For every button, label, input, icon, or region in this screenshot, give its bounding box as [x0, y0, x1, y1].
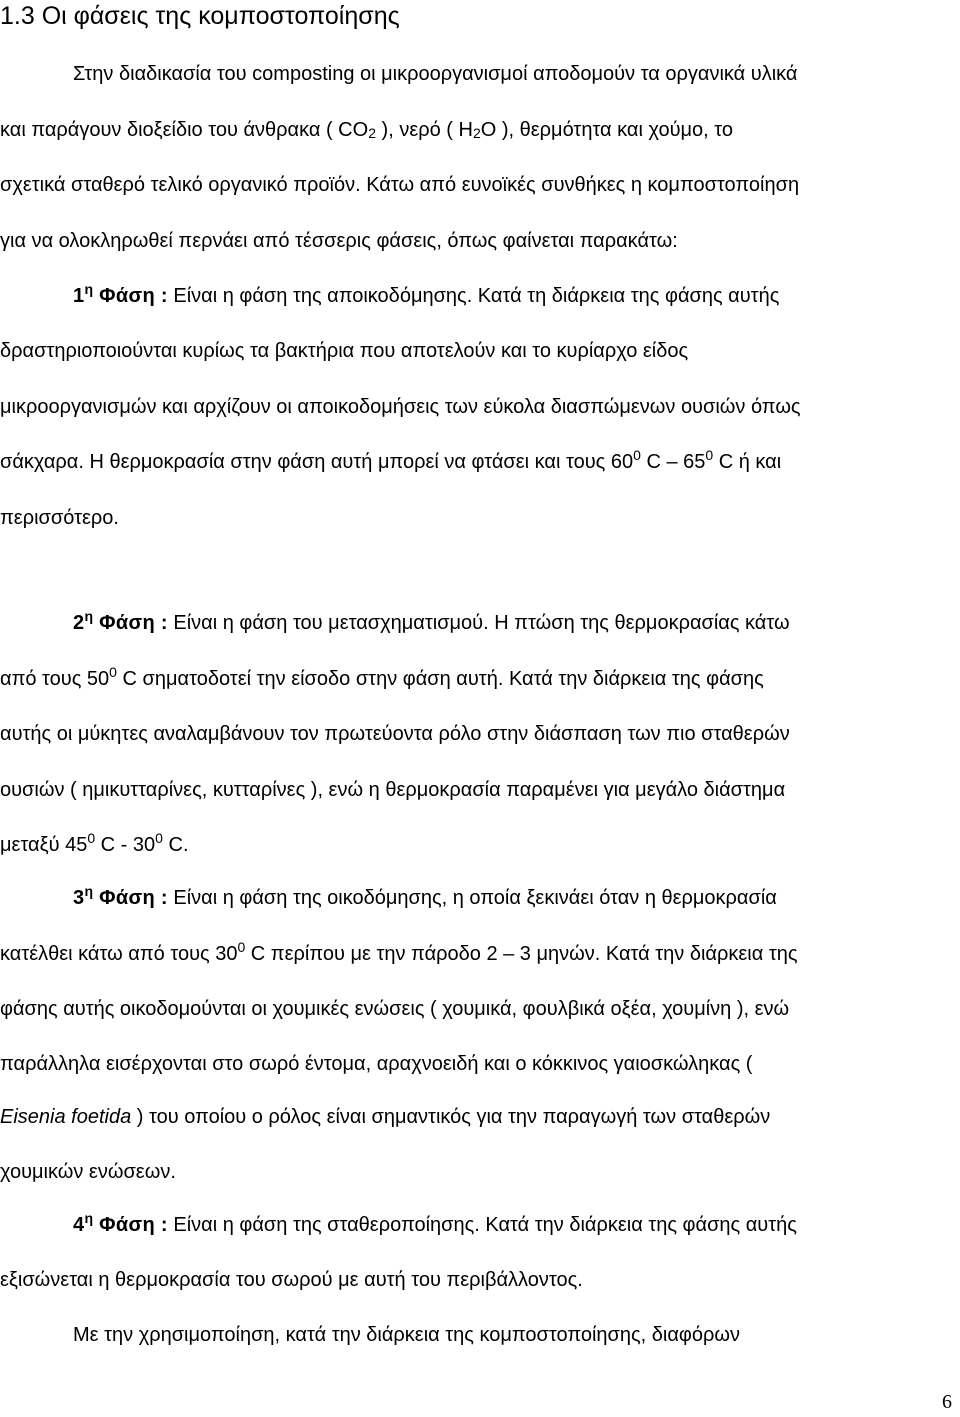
phase1-line-2: [0, 337, 957, 365]
phase2-label: $2^\eta$ Φάση :: [73, 608, 168, 634]
intro-line-3: [0, 171, 957, 199]
phase3-line-5: [0, 1103, 957, 1131]
degree-superscript: 0: [633, 447, 641, 463]
phase1-text-1: Είναι η φάση της αποικοδόμησης. Κατά τη διάρκεια της φάσης αυτής: [173, 285, 780, 307]
intro-text-2: [0, 116, 733, 144]
phase3-line-6: [0, 1158, 957, 1186]
phase3-line-4: [0, 1050, 957, 1078]
phase3-line-3: [0, 995, 957, 1023]
h2o-subscript: 2: [472, 125, 481, 141]
phase2-text-5: μεταξύ $45^0$ C - $30^0$ C.: [0, 830, 189, 856]
phase2-text-2: από τους $50^0$ C σηματοδοτεί την είσοδο στην φάση αυτή. Κατά την διάρκεια της φάσης: [0, 664, 764, 690]
phase3-text-6: χουμικών ενώσεων.: [0, 1161, 176, 1183]
phase3-text-5: Eisenia foetida ) του οποίου ο ρόλος είναι σημαντικός για την παραγωγή των σταθερών: [0, 1106, 771, 1128]
phase3-text-2: κατέλθει κάτω από τους $30^0$ C περίπου με την πάροδο 2 – 3 μηνών. Κατά την διάρκεια της: [0, 939, 798, 965]
species-name: Eisenia foetida: [0, 1106, 132, 1128]
degree-superscript: 0: [87, 830, 96, 846]
phase4-line-2: [0, 1266, 957, 1294]
degree-superscript: 0: [237, 939, 246, 955]
phase1-text-3: μικροοργανισμών και αρχίζουν οι αποικοδομήσεις των εύκολα διασπώμενων ουσιών όπως: [0, 396, 801, 418]
degree-superscript: 0: [155, 830, 163, 846]
phase2-line-2: [0, 665, 957, 693]
section-heading: 1.3 Οι φάσεις της κομποστοποίησης: [0, 2, 400, 30]
closing-line: [73, 1321, 957, 1349]
intro-co2-text: και παράγουν διοξείδιο του άνθρακα ( CO: [0, 119, 369, 141]
phase4-label: $4^\eta$ Φάση :: [73, 1210, 168, 1236]
phase4-text-2: εξισώνεται η θερμοκρασία του σωρού με αυτή του περιβάλλοντος.: [0, 1269, 583, 1291]
phase3-line-2: [0, 940, 957, 968]
intro-heat-text: O ), θερμότητα και χούμο, το: [480, 119, 734, 141]
phase3-line-1: [73, 884, 957, 912]
page-number: 6: [942, 1391, 952, 1413]
co2-subscript: 2: [368, 125, 376, 141]
closing-text: Με την χρησιμοποίηση, κατά την διάρκεια της κομποστοποίησης, διαφόρων: [73, 1324, 740, 1346]
phase1-text-5: περισσότερο.: [0, 507, 119, 529]
phase3-text-4: παράλληλα εισέρχονται στο σωρό έντομα, αραχνοειδή και ο κόκκινος γαιοσκώληκας (: [0, 1053, 753, 1075]
phase2-line-4: [0, 776, 957, 804]
intro-h2o-text: ), νερό ( H: [375, 119, 473, 141]
phase2-line-3: [0, 720, 957, 748]
intro-line-1: [73, 60, 957, 88]
phase1-line-4: [0, 448, 957, 476]
intro-line-4: [0, 227, 957, 255]
phase2-text-3: αυτής οι μύκητες αναλαμβάνουν τον πρωτεύοντα ρόλο στην διάσπαση των πιο σταθερών: [0, 723, 790, 745]
phase4-text-1: Είναι η φάση της σταθεροποίησης. Κατά την διάρκεια της φάσης αυτής: [173, 1214, 797, 1236]
phase1-line-1: [73, 282, 957, 310]
intro-text-4: για να ολοκληρωθεί περνάει από τέσσερις φάσεις, όπως φαίνεται παρακάτω:: [0, 230, 678, 252]
phase2-text-1: Είναι η φάση του μετασχηματισμού. Η πτώση της θερμοκρασίας κάτω: [173, 612, 790, 634]
degree-superscript: 0: [705, 447, 714, 463]
intro-line-2: [0, 116, 957, 144]
phase2-line-1: [73, 609, 957, 637]
degree-superscript: 0: [109, 664, 117, 680]
phase1-line-5: [0, 504, 957, 532]
phase4-line-1: [73, 1211, 957, 1239]
phase3-text-3: φάσης αυτής οικοδομούνται οι χουμικές ενώσεις ( χουμικά, φουλβικά οξέα, χουμίνη ), ενώ: [0, 998, 790, 1020]
intro-text-1: Στην διαδικασία του composting οι μικροοργανισμοί αποδομούν τα οργανικά υλικά: [73, 63, 798, 85]
intro-text-3: σχετικά σταθερό τελικό οργανικό προϊόν. Κάτω από ευνοϊκές συνθήκες η κομποστοποίηση: [0, 174, 800, 196]
phase3-text-1: Είναι η φάση της οικοδόμησης, η οποία ξεκινάει όταν η θερμοκρασία: [173, 887, 777, 909]
phase3-label: $3^\eta$ Φάση :: [73, 883, 168, 909]
phase2-line-5: [0, 831, 957, 859]
phase1-text-4: σάκχαρα. Η θερμοκρασία στην φάση αυτή μπορεί να φτάσει και τους $60^0$ C – $65^0$ C ή και: [0, 447, 782, 473]
phase1-line-3: [0, 393, 957, 421]
phase1-label: $1^\eta$ Φάση :: [73, 281, 168, 307]
phase2-text-4: ουσιών ( ημικυτταρίνες, κυτταρίνες ), ενώ η θερμοκρασία παραμένει για μεγάλο διάστημα: [0, 779, 786, 801]
phase1-text-2: δραστηριοποιούνται κυρίως τα βακτήρια που αποτελούν και το κυρίαρχο είδος: [0, 340, 689, 362]
